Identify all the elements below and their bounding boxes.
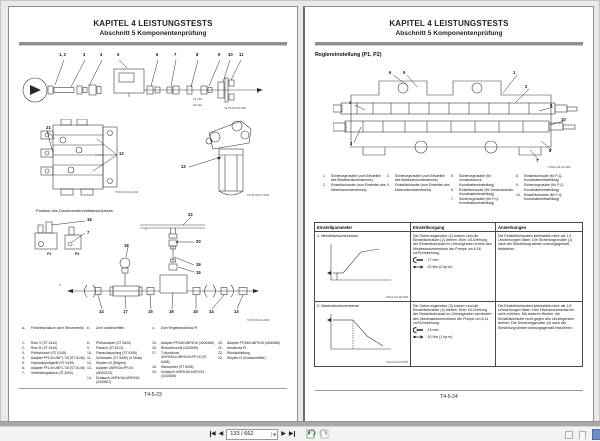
procedure-cell xyxy=(410,232,495,301)
page-number-value[interactable]: 133 / 662 xyxy=(230,431,254,437)
legend-item: 1. Sicherungsmutter (zum Einstellen des Mindestvolumenstroms) xyxy=(323,174,381,183)
page-number-field[interactable] xyxy=(226,429,278,440)
next-page-button[interactable] xyxy=(281,431,286,437)
parameter-cell xyxy=(315,232,410,301)
torque-wrench-icon xyxy=(413,264,424,270)
pdf-page-left xyxy=(8,6,298,425)
header-rule xyxy=(19,42,287,46)
table-header: Einstellvorgang xyxy=(410,223,495,231)
parameter-cell xyxy=(315,302,410,366)
fig1-callout: 8 xyxy=(196,52,199,57)
gauge-hookup-diagram xyxy=(25,212,277,321)
figure-code: T0AA-04-05-003 xyxy=(385,295,408,299)
section-subtitle: Abschnitt 5 Komponentenprüfung xyxy=(99,30,207,37)
part-item: 5- Hydraulikprüfgerät (ST 6199) xyxy=(22,361,75,366)
legend-item: 8. Einstellschraube (für P-Q-Koordinateneinstellung) xyxy=(516,174,563,183)
regulator-callout: 5 xyxy=(403,70,406,75)
adjustment-table xyxy=(314,222,583,367)
fig1-callout: 1, 2 xyxy=(59,52,66,57)
snapshot-icon[interactable] xyxy=(565,431,573,439)
regulator-section-title: Reglereinstellung (P1, P2) xyxy=(315,52,382,58)
fig1-size-label: 10 mm xyxy=(193,103,203,107)
table-header: Einstellparameter xyxy=(317,224,353,230)
legend-item: 10. Einstellschraube (für P-Q-Koordinateneinstellung) xyxy=(516,192,563,201)
part-item: 16- Reduzierventil (4325439) xyxy=(152,346,199,351)
part-text: Zum Vorsteuerfilter xyxy=(96,326,125,330)
part-item: 4- Adapter PF1/4×UNF1-7/8 (ST 6146) xyxy=(22,356,85,361)
regulator-callout: 3 xyxy=(350,141,353,146)
legend-col2 xyxy=(387,174,450,193)
legend-item: 7. Sicherungsmutter (für P-Q-Koordinateneinstellung) xyxy=(451,196,500,206)
fig4-callout: 16 xyxy=(87,217,92,222)
fig1-callout: 11 xyxy=(239,52,244,57)
part-item: 12- Stopfen (H (Regler)) xyxy=(87,361,127,366)
legend-item: 5. Sicherungsmutter (für Vorsteuerdruck-Koordinateneinstellung) xyxy=(451,174,495,187)
wrench-size: : 13 mm xyxy=(425,327,439,332)
part-text: Flexibelschlauch (zum Steuerventil) xyxy=(31,326,84,330)
figure-code: T0AA-04-04-001 xyxy=(548,165,571,169)
wrench-size: : 17 mm xyxy=(425,257,439,262)
last-page-icon: ▶ xyxy=(288,430,294,437)
fig1-size-label: 17 mm xyxy=(193,97,203,101)
part-item: 17- T-Anschluss UNF9/16×UNF9/16×PF1/4 (ST 6458) xyxy=(152,351,207,364)
part-item: 22- Rücklaufleitung xyxy=(218,351,250,356)
fig1-port-label: a xyxy=(257,90,259,94)
fig1-callout: 6 xyxy=(156,52,159,57)
fig4-callout: 19 xyxy=(196,262,201,267)
part-item: 20- Adapter PF3/8×UNF9/16 (4200466) xyxy=(218,341,281,345)
control-valve-diagram xyxy=(31,119,141,199)
fig4-callout: 17 xyxy=(123,309,128,314)
first-page-icon: ◀ xyxy=(211,430,216,437)
header-rule xyxy=(315,42,583,46)
part-item: 9- Flansch (ST 6174) xyxy=(87,346,124,351)
figure-code: T0AA-04-05-004 xyxy=(385,360,408,364)
pilot-filter-diagram xyxy=(179,113,263,205)
part-item: 21- Anschluss Pi xyxy=(218,346,247,351)
last-page-button[interactable] xyxy=(289,431,295,437)
max-flow-graph xyxy=(323,311,395,353)
parts-list-col4 xyxy=(218,341,281,361)
part-item: 1- Rohr S (ST 6144) xyxy=(22,341,58,345)
fig4-port-label: P2 xyxy=(75,252,80,256)
procedure-text: Die Sicherungsmutter (3) lockern und die Einstellschraube (4) drehen. Eine 1/4-Drehung der Einstellschraube im Uhrzeigersinn vermindert den Maximalvolumenstrom der Pumpe um 8,11 cm³/Umdrehung. xyxy=(413,303,492,326)
procedure-text: Die Sicherungsmutter (1) lockern und die Einstellschraube (2) drehen. Eine 1/4-Drehung der Einstellschraube im Uhrzeigersinn erhöht den Mindestvolumenstrom der Pumpe um 6,16 cm³/Umdrehung. xyxy=(413,233,492,256)
part-text: Zum Regleranschluss Pi xyxy=(161,326,198,330)
part-key: a- xyxy=(22,326,25,330)
parts-key-a xyxy=(22,326,85,331)
regulator-callout: 7 xyxy=(536,158,539,163)
figure-code: T178-03-07-001 xyxy=(247,193,270,197)
fig4-callout: 14 xyxy=(209,309,214,314)
legend-col4 xyxy=(516,174,579,202)
part-item: 14- Schlauch UNF9/16×UNF9/16 (4334507) xyxy=(87,375,140,384)
parts-list-col3 xyxy=(152,341,215,379)
remarks-cell xyxy=(495,302,582,366)
part-item: 7- Verbindungsstück (ST 6200) xyxy=(22,371,74,376)
table-header-row xyxy=(315,223,582,231)
legend-item: 3. Sicherungsmutter (zum Einstellen des Maximalvolumenstroms) xyxy=(387,174,445,183)
regulator-callout: 2 xyxy=(525,84,528,89)
legend-col3 xyxy=(451,174,514,206)
fig1-callout: 10 xyxy=(228,52,233,57)
table-row xyxy=(315,231,582,301)
fig4-callout: 15 xyxy=(148,309,153,314)
legend-item: 9. Sicherungsmutter (für P-Q-Koordinateneinstellung) xyxy=(516,183,565,192)
part-item: 2- Rohr B (ST 6143) xyxy=(22,346,58,351)
bookmark-icon[interactable] xyxy=(579,431,586,439)
fig4-port-label: P1 xyxy=(47,252,52,256)
next-view-icon xyxy=(319,429,329,439)
section-subtitle: Abschnitt 5 Komponentenprüfung xyxy=(395,30,503,37)
pdf-page-right xyxy=(303,6,594,425)
part-item: 23- Stopfen H (Vorsteuerfilter) xyxy=(218,356,266,361)
remarks-text: Die Einstellschrauben keinesfalls mehr als 1,5 Umdrehungen lösen. Die Sicherungsmutter (1) nach der Einstellung wieder ordnungsgemäß festziehen. xyxy=(498,233,573,251)
part-item: 6- Adapter PF1/4×UNF1-7/8 (ST 6146) xyxy=(22,366,85,371)
parts-list-col1 xyxy=(22,341,85,376)
page-navigation xyxy=(210,428,329,440)
fig4-callout: 13 xyxy=(234,309,239,314)
previous-view-button[interactable] xyxy=(306,429,316,439)
part-key: b- xyxy=(87,326,90,330)
next-view-button[interactable] xyxy=(319,429,329,439)
fig1-callout: 4 xyxy=(100,52,103,57)
fig1-callout: 7 xyxy=(174,52,177,57)
legend-item: 2. Einstellschraube (zum Einstellen des Mindestvolumenstroms) xyxy=(323,183,386,192)
table-row xyxy=(315,301,582,366)
position-note: Position des Druckminderventilanschlusses xyxy=(36,208,113,213)
remarks-text: Die Einstellschrauben keinesfalls mehr als 1,5 Umdrehungen lösen. Den Höchstvolumenstrom nicht erhöhen. Mit anderen Worten, die Einstellschraube nicht gegen den Uhrzeigersinn drehen. Die Sicherungsmutter (3) nach der Einstellung wieder ordnungsgemäß festziehen. xyxy=(498,303,575,330)
fig4-callout: 22 xyxy=(188,212,193,217)
regulator-callout: 1 xyxy=(513,70,516,75)
regulator-callout: 6 xyxy=(389,70,392,75)
chapter-title: KAPITEL 4 LEISTUNGSTESTS xyxy=(93,19,213,28)
fig4-callout: 20 xyxy=(196,239,201,244)
part-item: 10- Flanschkupplung (ST 6108) xyxy=(87,351,138,356)
fig4-callout: 16 xyxy=(169,309,174,314)
part-item: 3- Prüfschlauch (ST 6145) xyxy=(22,351,67,356)
regulator-callout: 4 xyxy=(349,100,352,105)
page-dropdown-caret-icon[interactable]: ▼ xyxy=(273,431,277,437)
parts-list-col2 xyxy=(87,341,150,385)
fig4-callout: 18 xyxy=(124,243,129,248)
toolbar-right-icons xyxy=(565,429,600,440)
part-item: 11- Schrauben (ST 6409) (4 Stück) xyxy=(87,356,143,361)
figure-code: TDC3-03-01-002 xyxy=(115,190,139,194)
min-flow-graph xyxy=(323,241,395,285)
fig4-callout: 14 xyxy=(99,309,104,314)
parts-key-b xyxy=(87,326,150,331)
page-number: T4-5-23 xyxy=(144,392,162,398)
legend-item: 6. Einstellschraube (für Vorsteuerdruck-Koordinateneinstellung) xyxy=(451,187,515,196)
table-header: Anmerkungen xyxy=(495,223,582,231)
fig1-callout: 3 xyxy=(83,52,86,57)
pdf-toolbar xyxy=(0,426,600,441)
fig2-callout: 21 xyxy=(46,125,51,130)
regulator-callout: 10 xyxy=(561,117,566,122)
regulator-callout: 9 xyxy=(550,103,553,108)
parameter-label: 2. Maximalvolumenstrom xyxy=(317,303,360,308)
parts-key-c xyxy=(152,326,215,331)
fig4-line-label: b xyxy=(59,283,61,287)
torque-value: : 10 Nm (1 kp·m) xyxy=(425,334,453,339)
part-item: 15- Adapter PF3/8×UNF9/16 (4200466) xyxy=(152,341,215,345)
fig3-callout: 13 xyxy=(181,164,186,169)
legend-item: 4. Einstellschraube (zum Einstellen des Maximalvolumenstroms) xyxy=(387,183,450,192)
figure-code: T175-04-04-002 xyxy=(224,106,247,110)
page-number: T4-5-24 xyxy=(440,394,458,400)
part-item: 8- Prüfschlauch (ST 6320) xyxy=(87,341,132,345)
footer-rule xyxy=(315,390,583,391)
wrench-icon xyxy=(413,257,424,263)
figure-code: T178-04-04-004 xyxy=(247,318,270,322)
torque-value: : 20 Nm (2 kp·m) xyxy=(425,264,453,269)
fig2-callout: 12 xyxy=(119,151,124,156)
last-page-bar-icon xyxy=(294,431,295,437)
regulator-callout: 8 xyxy=(549,148,552,153)
fig4-callout: 7 xyxy=(87,230,90,235)
fig4-callout: 15 xyxy=(193,309,198,314)
part-item: 18- Manometer (ST 6935) xyxy=(152,364,194,369)
parameter-label: 1. Mindestvolumenstrom xyxy=(317,233,359,238)
procedure-cell xyxy=(410,302,495,366)
regulator-cross-section-diagram xyxy=(333,65,585,173)
next-page-icon: ▶ xyxy=(281,430,286,437)
torque-wrench-icon xyxy=(413,334,424,340)
chapter-title: KAPITEL 4 LEISTUNGSTESTS xyxy=(389,19,509,28)
first-page-button[interactable] xyxy=(210,431,216,437)
previous-view-icon xyxy=(306,429,316,439)
prev-page-button[interactable] xyxy=(219,431,224,437)
remarks-cell xyxy=(495,232,582,301)
wrench-icon xyxy=(413,327,424,333)
prev-page-icon: ◀ xyxy=(218,430,224,437)
fig4-callout: 15 xyxy=(196,270,201,275)
part-item: 19- Schlauch UNF9/16×UNF9/16 (4334305) xyxy=(152,369,205,379)
legend-col1 xyxy=(323,174,386,193)
side-panel-icon[interactable] xyxy=(592,429,600,440)
part-key: c- xyxy=(152,326,155,330)
footer-rule xyxy=(19,388,287,389)
fig1-callout: 5 xyxy=(117,52,120,57)
fig1-callout: 9 xyxy=(218,52,221,57)
part-item: 13- Adapter UNF9/16×PF1/4 (ABS2123) xyxy=(87,366,133,375)
fig4-line-label: c xyxy=(145,227,147,231)
